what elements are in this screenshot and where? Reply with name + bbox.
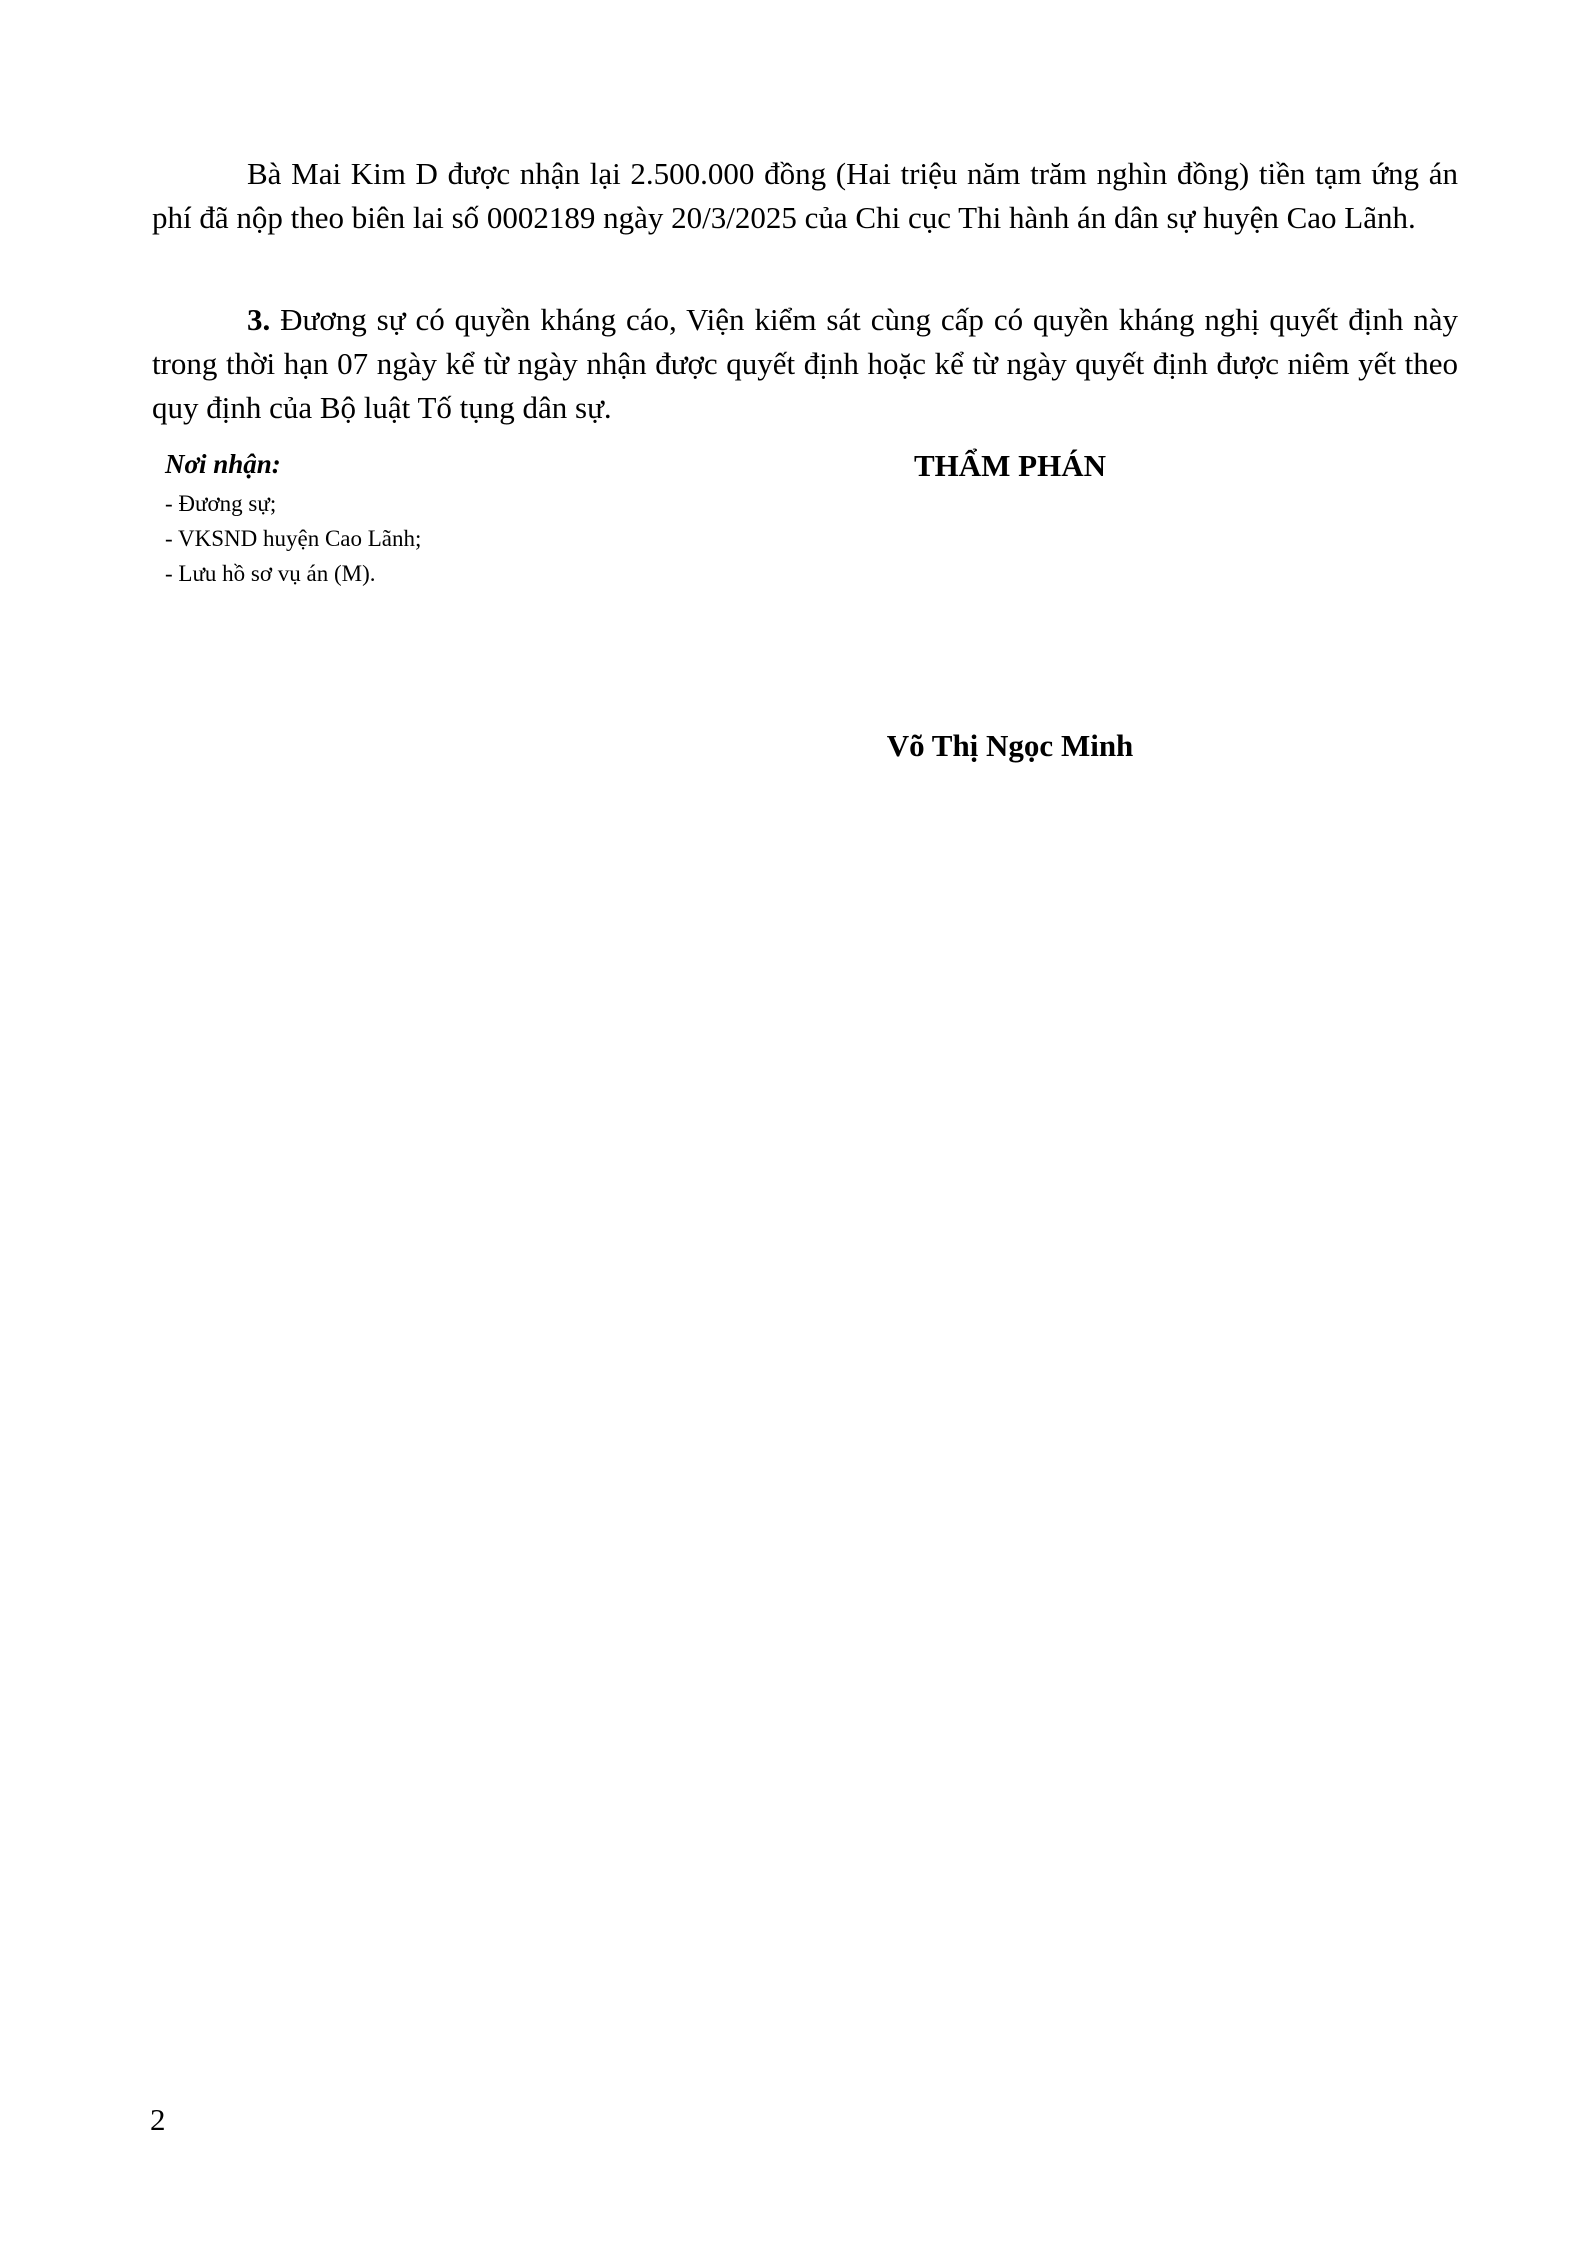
page-number: 2 (150, 2102, 166, 2137)
recipients-list (165, 486, 685, 591)
refund-paragraph: Bà Mai Kim D được nhận lại 2.500.000 đồng (Hai triệu năm trăm nghìn đồng) tiền tạm ứng án phí đã nộp theo biên lai số 0002189 ngày 20/3/2025 của Chi cục Thi hành án dân sự huyện Cao Lãnh. (152, 156, 1458, 235)
appeal-text: Đương sự có quyền kháng cáo, Viện kiểm sát cùng cấp có quyền kháng nghị quyết định này trong thời hạn 07 ngày kể từ ngày nhận được quyết định hoặc kể từ ngày quyết định được niêm yết theo quy định của Bộ luật Tố tụng dân sự. (152, 302, 1458, 425)
recipients-heading: Nơi nhận: (165, 449, 281, 479)
signer-name: Võ Thị Ngọc Minh (886, 728, 1134, 763)
recipient-item: - Lưu hồ sơ vụ án (M). (165, 556, 685, 591)
recipients-block (165, 446, 685, 591)
signer-title: THẨM PHÁN (913, 448, 1106, 483)
recipient-item: - Đương sự; (165, 486, 685, 521)
appeal-paragraph (152, 298, 1458, 430)
clause-number: 3. (247, 302, 271, 337)
recipient-item: - VKSND huyện Cao Lãnh; (165, 521, 685, 556)
